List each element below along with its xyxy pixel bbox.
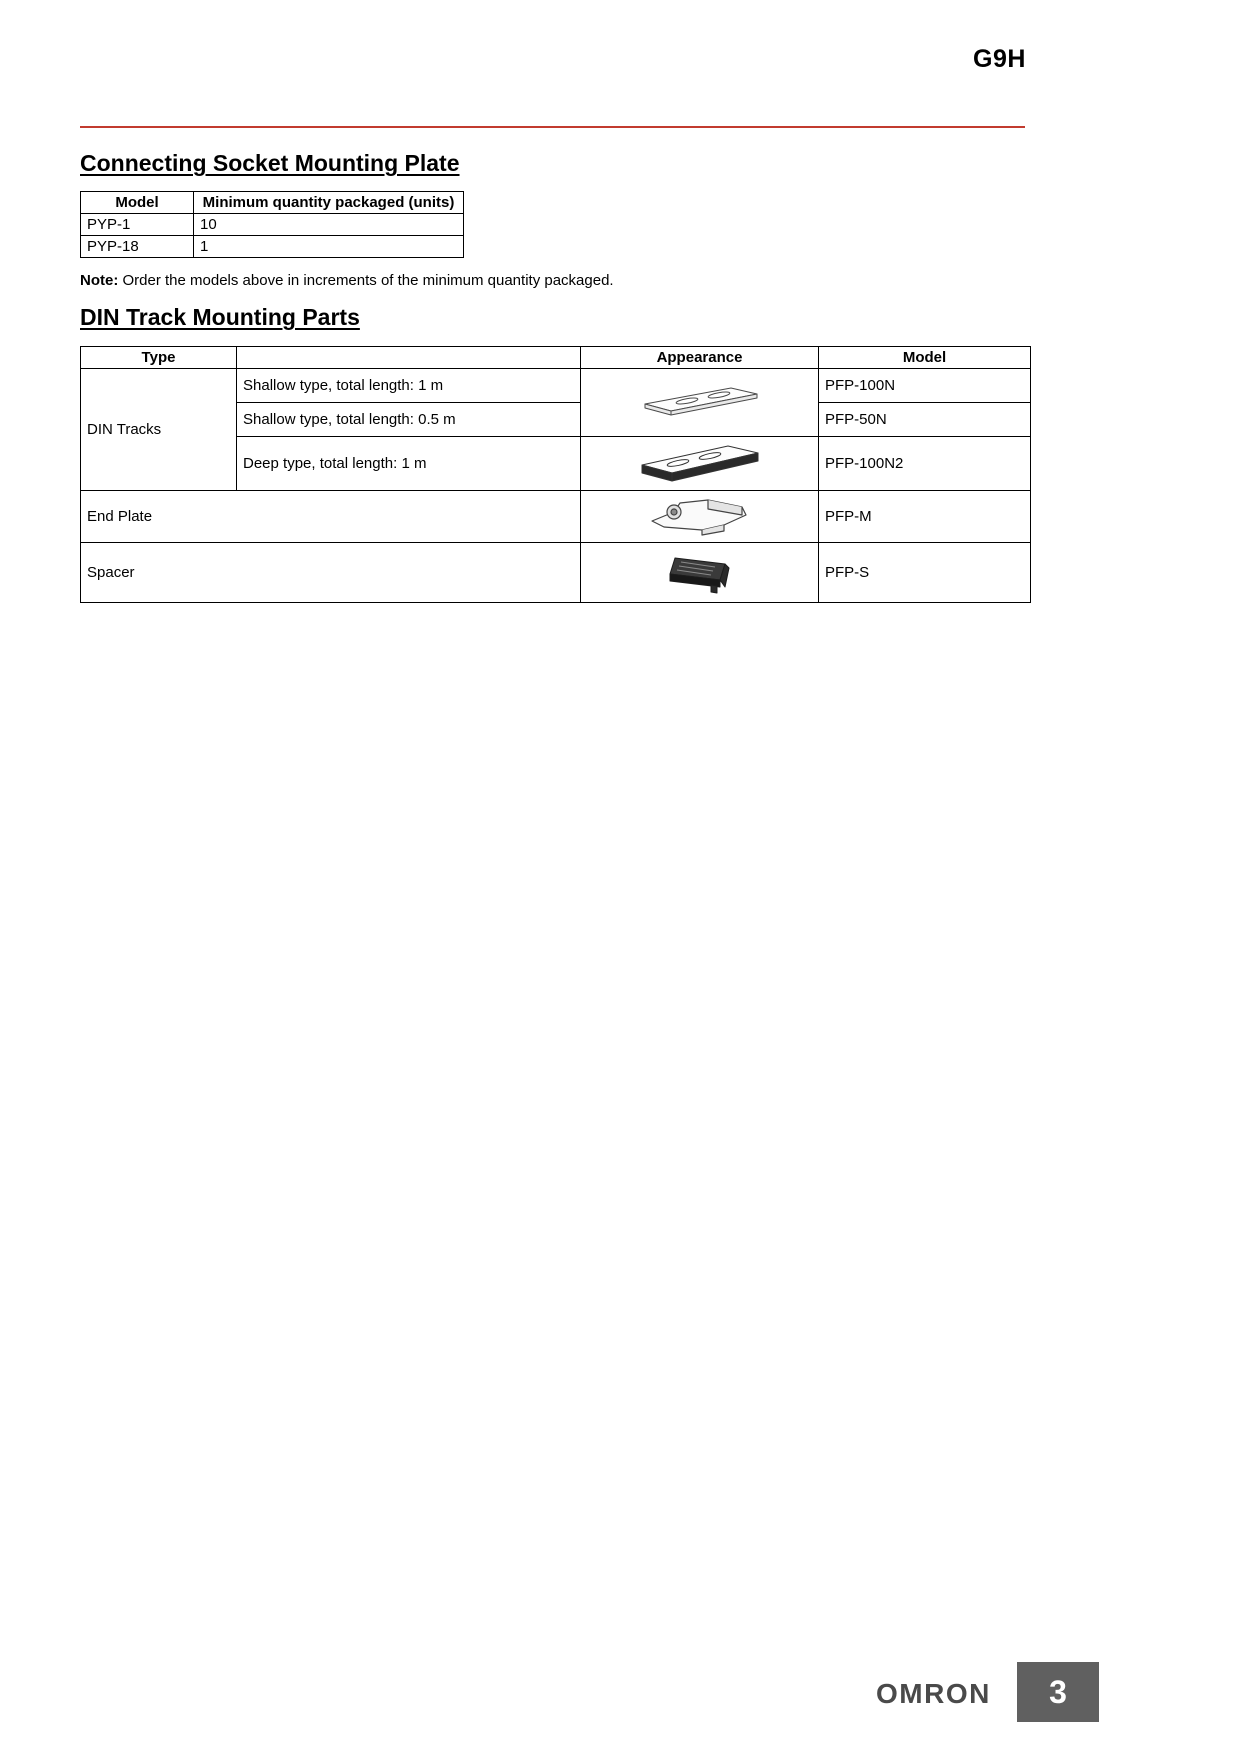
qty-cell: 10 xyxy=(194,214,464,236)
appearance-cell xyxy=(581,369,819,437)
model-cell: PYP-1 xyxy=(81,214,194,236)
page-number-box xyxy=(1017,1662,1099,1722)
appearance-cell xyxy=(581,491,819,543)
table-row-shallow-1m xyxy=(81,369,1031,403)
header-rule xyxy=(80,126,1025,128)
col-header-model: Model xyxy=(819,347,1031,369)
model-cell: PFP-S xyxy=(819,543,1031,603)
din-track-deep-image xyxy=(634,440,766,488)
col-header-type: Type xyxy=(81,347,237,369)
table-row xyxy=(81,236,464,258)
qty-cell: 1 xyxy=(194,236,464,258)
model-cell: PFP-100N2 xyxy=(819,437,1031,491)
table-row-spacer xyxy=(81,543,1031,603)
desc-cell: Deep type, total length: 1 m xyxy=(237,437,581,491)
section-title-din-track: DIN Track Mounting Parts xyxy=(80,304,360,330)
col-header-type-desc xyxy=(237,347,581,369)
din-table-header-row xyxy=(81,347,1031,369)
note-label: Note: xyxy=(80,272,119,289)
socket-table-header-row xyxy=(81,192,464,214)
appearance-cell xyxy=(581,543,819,603)
din-track-parts-table xyxy=(80,346,1031,603)
product-code: G9H xyxy=(973,45,1026,73)
model-cell: PFP-M xyxy=(819,491,1031,543)
desc-cell: Shallow type, total length: 0.5 m xyxy=(237,403,581,437)
desc-cell: Shallow type, total length: 1 m xyxy=(237,369,581,403)
type-group-cell: DIN Tracks xyxy=(81,369,237,491)
din-track-shallow-image xyxy=(637,383,763,423)
socket-plate-table xyxy=(80,191,464,258)
spacer-image xyxy=(659,549,741,597)
page-number: 3 xyxy=(1049,1673,1067,1710)
col-header-model: Model xyxy=(81,192,194,214)
appearance-cell xyxy=(581,437,819,491)
table-row xyxy=(81,214,464,236)
col-header-min-qty: Minimum quantity packaged (units) xyxy=(194,192,464,214)
note-text: Order the models above in increments of the minimum quantity packaged. xyxy=(118,272,614,289)
model-cell: PYP-18 xyxy=(81,236,194,258)
table-row-end-plate xyxy=(81,491,1031,543)
model-cell: PFP-50N xyxy=(819,403,1031,437)
type-cell: End Plate xyxy=(81,491,581,543)
order-note xyxy=(80,272,614,289)
type-cell: Spacer xyxy=(81,543,581,603)
end-plate-image xyxy=(644,494,756,540)
section-title-socket-plate: Connecting Socket Mounting Plate xyxy=(80,150,460,176)
col-header-appearance: Appearance xyxy=(581,347,819,369)
model-cell: PFP-100N xyxy=(819,369,1031,403)
omron-logo: OMRON xyxy=(876,1678,991,1709)
